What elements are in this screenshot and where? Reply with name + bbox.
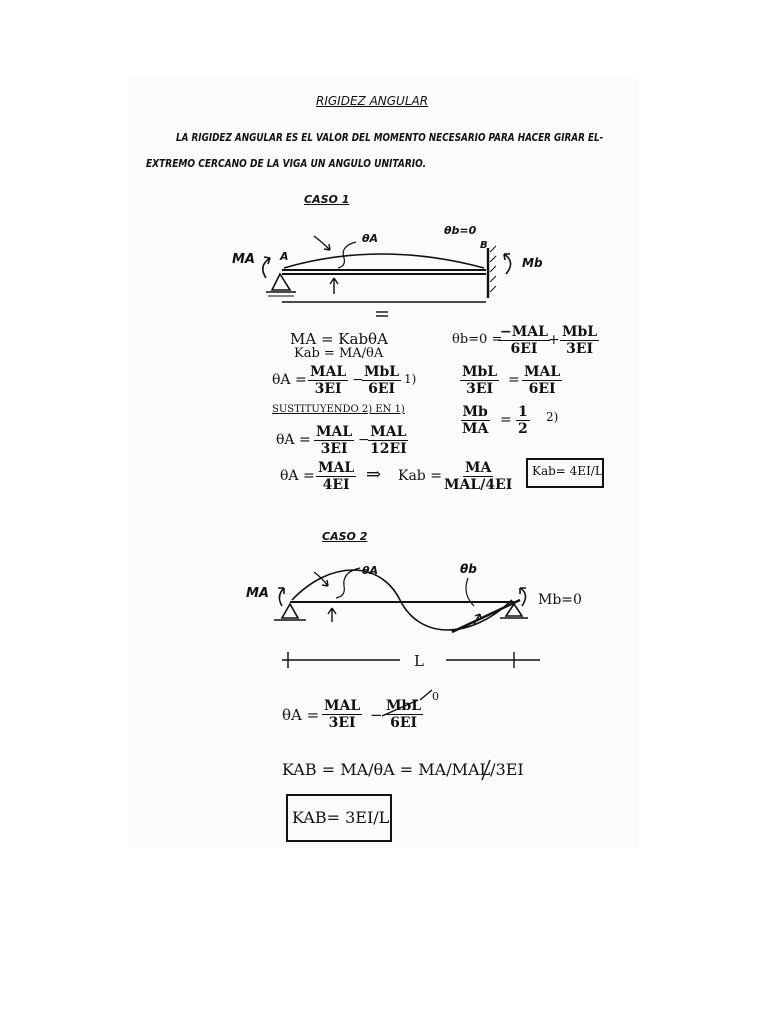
definition-line-2: EXTREMO CERCANO DE LA VIGA UN ANGULO UNITARIO. <box>146 158 427 170</box>
caso2-label-theta-a: θA <box>362 564 379 577</box>
caso2-eq1-zero: 0 <box>432 690 439 703</box>
caso2-result: KAB= 3EI/L <box>292 808 390 827</box>
caso1-eq8-lhs: θA = <box>280 468 315 484</box>
caso1-label-ma: MA <box>232 252 255 267</box>
caso1-eq3-lhs: θA = <box>272 372 307 388</box>
caso1-eq5-operator: = <box>508 372 520 388</box>
caso2-eq1-fraction-1: MAL 3EI <box>324 698 361 731</box>
definition-line-1: LA RIGIDEZ ANGULAR ES EL VALOR DEL MOMENTO NECESARIO PARA HACER GIRAR EL- <box>176 132 604 144</box>
caso1-eq-kab: Kab = MA/θA <box>294 346 384 361</box>
caso1-label-theta-b: θb=0 <box>444 224 477 237</box>
caso1-label-theta-a: θA <box>362 232 379 245</box>
caso1-eq7-fraction-1: MAL 3EI <box>316 424 353 457</box>
caso1-substitute-note: SUSTITUYENDO 2) EN 1) <box>272 404 405 415</box>
caso1-eq4-fraction-2: MbL 3EI <box>562 324 598 357</box>
caso1-eq3-operator: − <box>352 372 364 388</box>
caso1-eq6-fraction-1: $\frac{Mb}{MA}$ <box>462 404 489 437</box>
caso2-label-ma: MA <box>246 586 269 601</box>
caso1-eq4-fraction-1: −MAL 6EI <box>500 324 548 357</box>
caso1-eq8-kab-lhs: Kab = <box>398 468 442 484</box>
caso1-eq5-fraction-2: MAL 6EI <box>524 364 561 397</box>
caso1-eq6-fraction-2: $\frac{1}{2}$ <box>518 404 528 437</box>
caso2-eq2-kab: KAB = MA/θA = MA/MAL/3EI <box>282 760 524 779</box>
caso1-eq3-fraction-1: MAL 3EI <box>310 364 347 397</box>
caso1-label-mb: Mb <box>522 256 543 270</box>
caso1-eq7-operator: − <box>358 432 370 448</box>
page-title: RIGIDEZ ANGULAR <box>316 94 429 108</box>
caso1-eq-ma: MA = KabθA <box>290 330 388 348</box>
caso2-eq1-operator: − <box>370 706 383 724</box>
caso1-eq7-lhs: θA = <box>276 432 311 448</box>
caso1-eq4-operator: + <box>548 332 560 348</box>
caso1-result: Kab= 4EI/L <box>532 464 603 478</box>
caso1-eq7-fraction-2: MAL 12EI <box>370 424 407 457</box>
caso1-eq3-tag: 1) <box>404 372 417 386</box>
caso1-label-b: B <box>480 240 488 251</box>
caso1-label-a: A <box>280 250 289 263</box>
caso1-eq6-tag: 2) <box>546 410 559 424</box>
caso1-eq8-fraction: MAL 4EI <box>318 460 355 493</box>
caso2-eq1-lhs: θA = <box>282 706 320 724</box>
caso1-eq8-kab-fraction: MA MAL/4EI <box>444 460 513 493</box>
caso1-eq8-implies-arrow: ⇒ <box>366 464 382 485</box>
caso2-label-length: L <box>414 652 424 670</box>
caso1-heading: CASO 1 <box>304 193 350 206</box>
caso1-eq6-operator: = <box>500 412 512 428</box>
caso1-eq3-fraction-2: MbL 6EI <box>364 364 400 397</box>
caso1-eq5-fraction-1: MbL 3EI <box>462 364 498 397</box>
caso1-eq4-lhs: θb=0 = <box>452 332 503 347</box>
caso2-heading: CASO 2 <box>322 530 368 543</box>
caso2-label-theta-b: θb <box>460 562 477 576</box>
caso2-label-mb: Mb=0 <box>538 592 582 608</box>
caso2-eq1-fraction-2: MbL 6EI <box>386 698 422 731</box>
